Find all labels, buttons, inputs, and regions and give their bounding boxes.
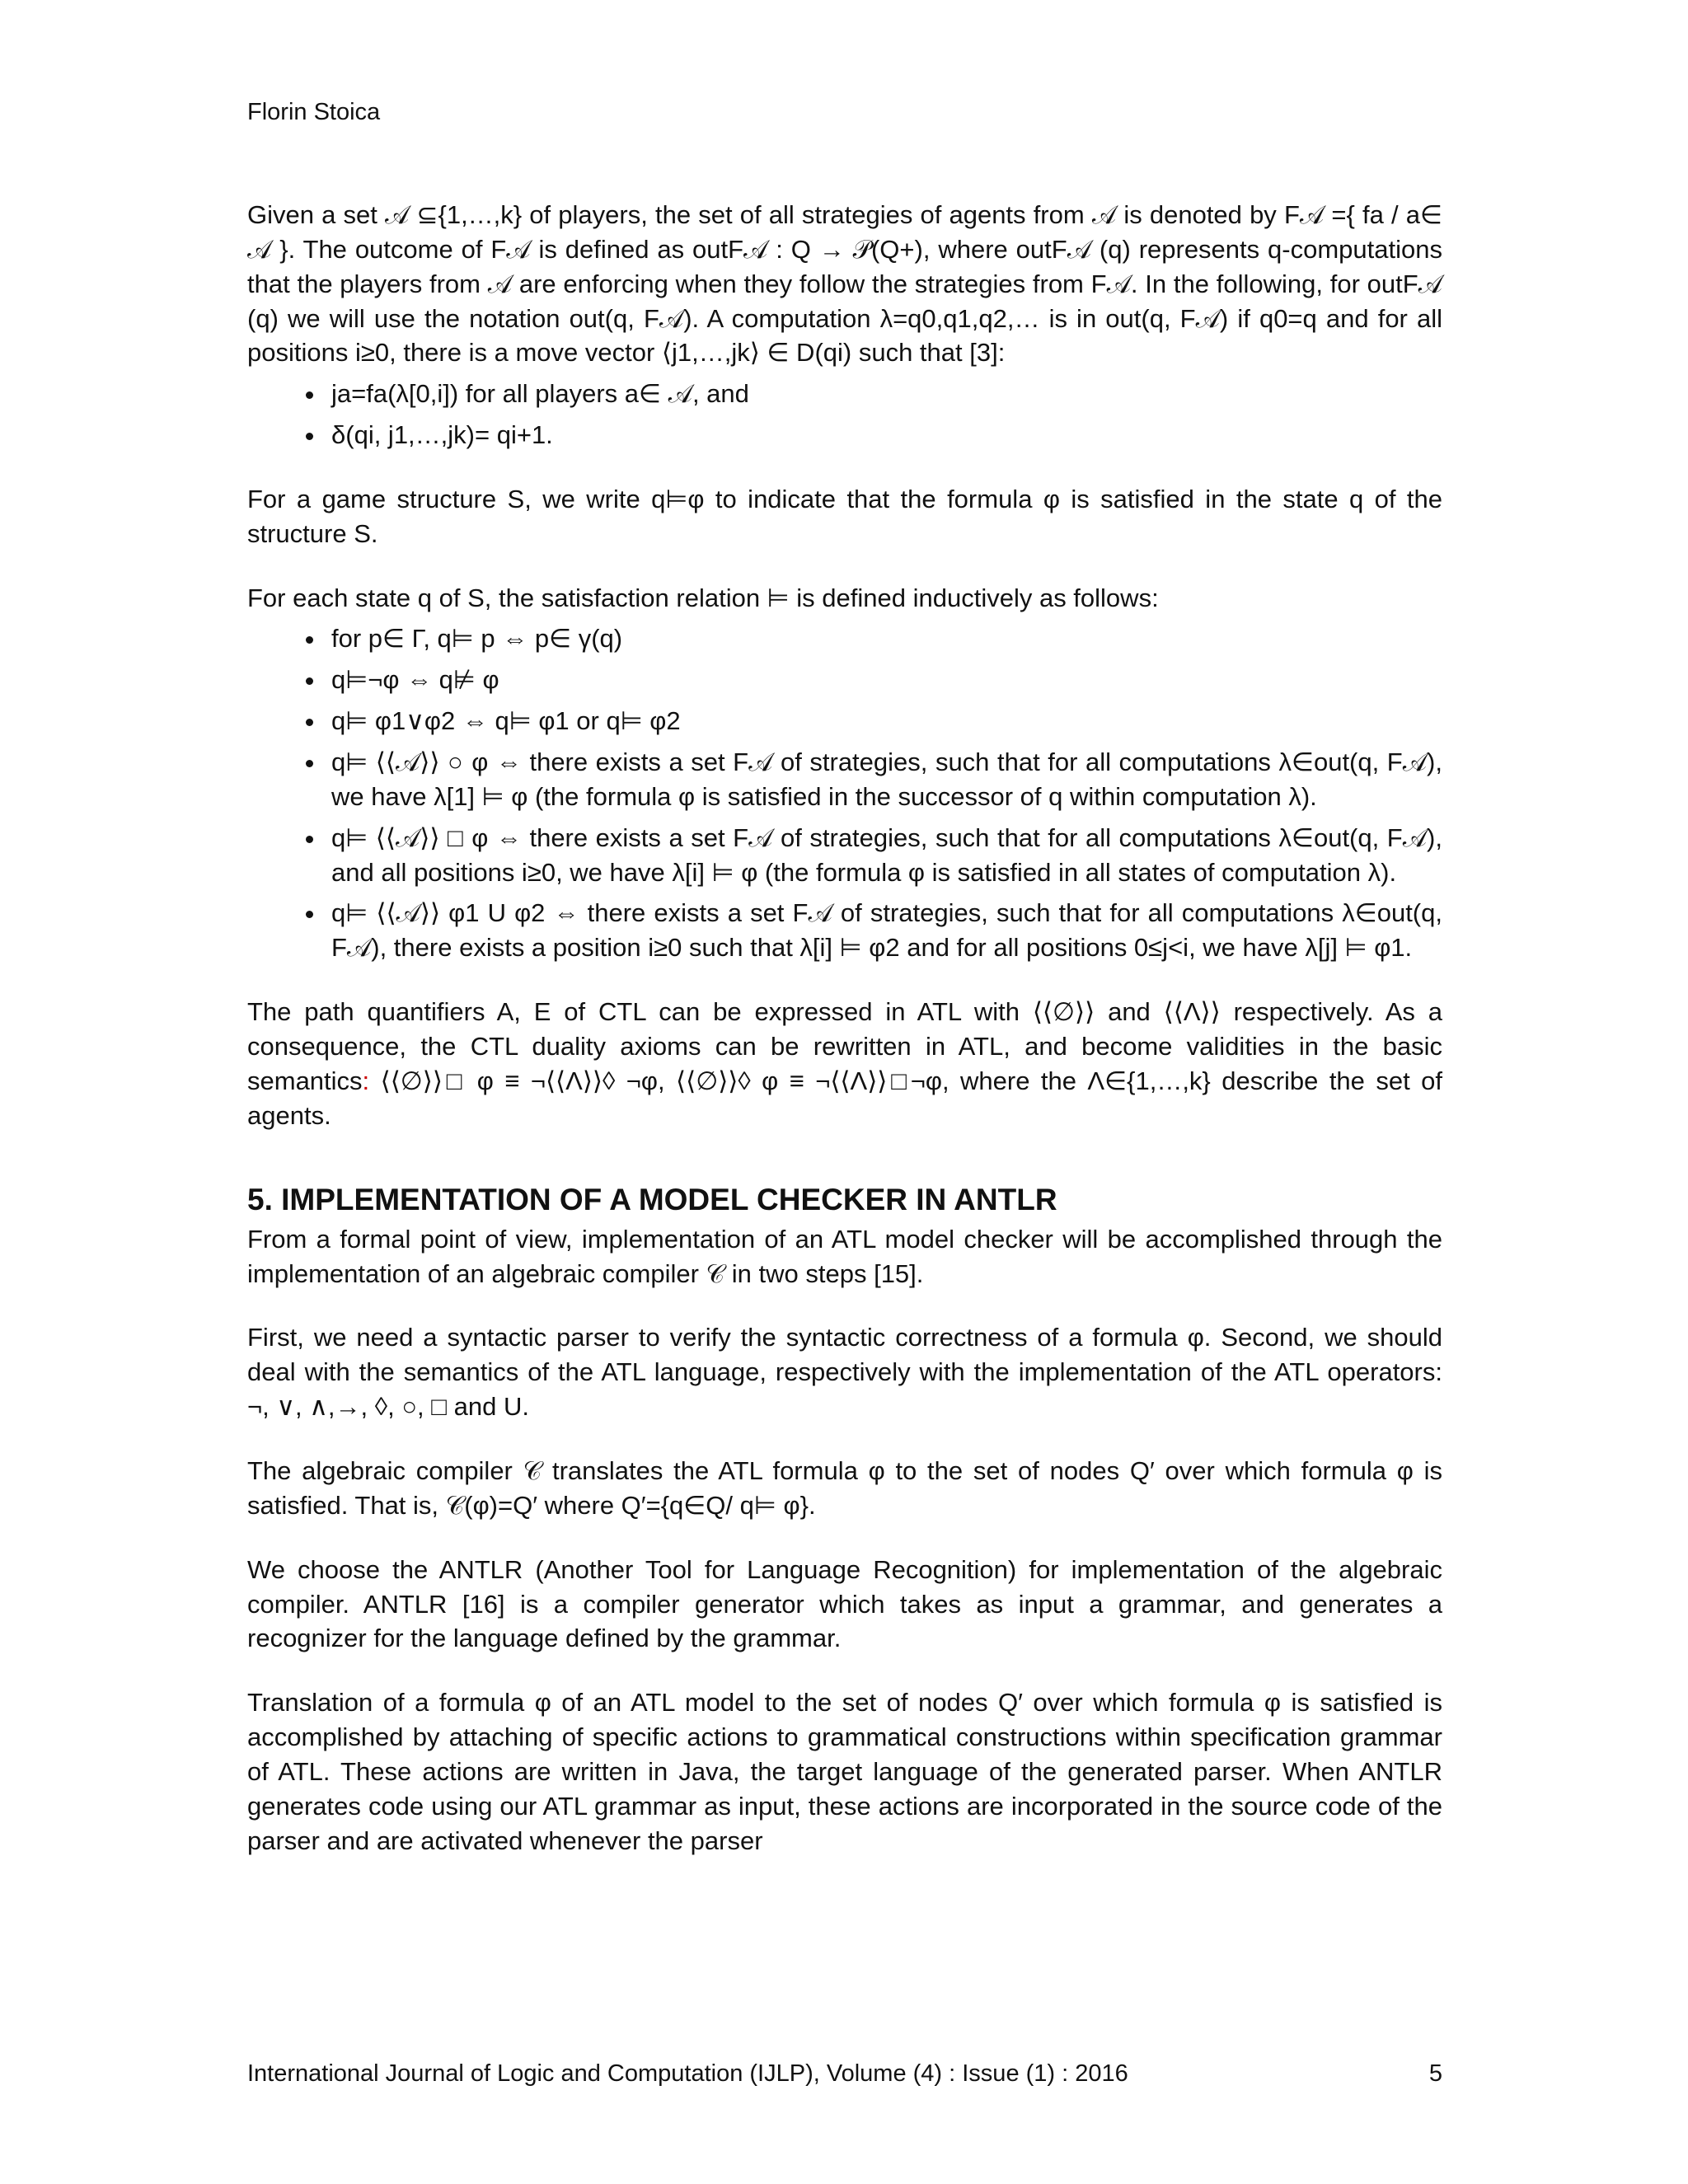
list-item: • q⊨ ⟨⟨𝒜⟩⟩ φ1 U φ2 ⇔ there exists a set F𝒜 of strategies, such that for all computations λ∈out(q, F𝒜), there exists a position i≥0 such that λ[i] ⊨ φ2 and for all positions 0≤j<i, we have λ[j] ⊨ φ1. (326, 896, 1442, 965)
paragraph-translation: Translation of a formula φ of an ATL model to the set of nodes Q′ over which formula φ is satisfied is accomplished by attaching of specific actions to grammatical constructions within specification grammar of ATL. These actions are written in Java, the target language of the generated parser. When ANTLR generates code using our ATL grammar as input, these actions are incorporated in the source code of the parser and are activated whenever the parser (247, 1688, 1442, 1855)
section-heading: 5. IMPLEMENTATION OF A MODEL CHECKER IN ANTLR (247, 1183, 1057, 1217)
footer-journal: International Journal of Logic and Computation (IJLP), Volume (4) : Issue (1) : 2016 (247, 2060, 1128, 2087)
move-vector-conditions-list (247, 377, 1442, 452)
paragraph-path-quantifiers (247, 995, 1442, 1132)
page-body (247, 198, 1442, 1887)
paragraph-algebraic-compiler: The algebraic compiler 𝒞 translates the ATL formula φ to the set of nodes Q′ over which formula φ is satisfied. That is, 𝒞(φ)=Q′ where Q′={q∈Q/ q⊨ φ}. (247, 1456, 1442, 1520)
paragraph-antlr-choice: We choose the ANTLR (Another Tool for Language Recognition) for implementation of the algebraic compiler. ANTLR [16] is a compiler generator which takes as input a grammar, and generates a recognizer for the language defined by the grammar. (247, 1554, 1442, 1653)
highlighted-colon: : (362, 1066, 370, 1095)
list-item: • q⊨ ⟨⟨𝒜⟩⟩ ○ φ ⇔ there exists a set F𝒜 of strategies, such that for all computations λ∈out(q, F𝒜), we have λ[1] ⊨ φ (the formula φ is satisfied in the successor of q within computation λ). (326, 745, 1442, 814)
paragraph-satisfaction-relation: For each state q of S, the satisfaction relation ⊨ is defined inductively as follows: (247, 583, 1159, 612)
list-item: • q⊨¬φ ⇔ q⊭ φ (326, 663, 1442, 697)
list-item: • q⊨ φ1∨φ2 ⇔ q⊨ φ1 or q⊨ φ2 (326, 704, 1442, 738)
list-item: • for p∈ Γ, q⊨ p ⇔ p∈ γ(q) (326, 621, 1442, 656)
paragraph-strategies: Given a set 𝒜 ⊆{1,…,k} of players, the set of all strategies of agents from 𝒜 is denoted by F𝒜 ={ fa / a∈ 𝒜 }. The outcome of F𝒜 is defined as outF𝒜 : Q → 𝒫(Q+), where outF𝒜 (q) represents q-computations that the players from 𝒜 are enforcing when they follow the strategies from F𝒜. In the following, for outF𝒜 (q) we will use the notation out(q, F𝒜). A computation λ=q0,q1,q2,… is in out(q, F𝒜) if q0=q and for all positions i≥0, there is a move vector ⟨j1,…,jk⟩ ∈ D(qi) such that [3]: (247, 200, 1442, 368)
paragraph-formal-view: From a formal point of view, implementation of an ATL model checker will be accomplished through the implementation of an algebraic compiler 𝒞 in two steps [15]. (247, 1224, 1442, 1288)
paragraph-syntactic-parser: First, we need a syntactic parser to verify the syntactic correctness of a formula φ. Second, we should deal with the semantics of the ATL language, respectively with the implementation of the ATL operators: ¬, ∨, ∧,→, ◊, ○, □ and U. (247, 1323, 1442, 1422)
list-item: • q⊨ ⟨⟨𝒜⟩⟩ □ φ ⇔ there exists a set F𝒜 of strategies, such that for all computations λ∈out(q, F𝒜), and all positions i≥0, we have λ[i] ⊨ φ (the formula φ is satisfied in all states of computation λ). (326, 821, 1442, 890)
paragraph-path-quantifiers-text-b: ⟨⟨∅⟩⟩□ φ ≡ ¬⟨⟨Λ⟩⟩◊ ¬φ, ⟨⟨∅⟩⟩◊ φ ≡ ¬⟨⟨Λ⟩⟩□¬φ, where the Λ∈{1,…,k} describe the set of agents. (247, 1066, 1442, 1130)
running-head-author: Florin Stoica (247, 99, 381, 125)
list-item: • δ(qi, j1,…,jk)= qi+1. (326, 418, 1442, 452)
satisfaction-rules-list (247, 621, 1442, 965)
paragraph-game-structure: For a game structure S, we write q⊨φ to indicate that the formula φ is satisfied in the state q of the structure S. (247, 484, 1442, 548)
page-footer (247, 2060, 1442, 2088)
paragraph-path-quantifiers-text-a: The path quantifiers A, E of CTL can be expressed in ATL with ⟨⟨∅⟩⟩ and ⟨⟨Λ⟩⟩ respectively. As a consequence, the CTL duality axioms can be rewritten in ATL, and become validities in the basic semantics (247, 997, 1442, 1095)
list-item: • ja=fa(λ[0,i]) for all players a∈ 𝒜, and (326, 377, 1442, 411)
footer-page-number: 5 (1428, 2060, 1442, 2087)
